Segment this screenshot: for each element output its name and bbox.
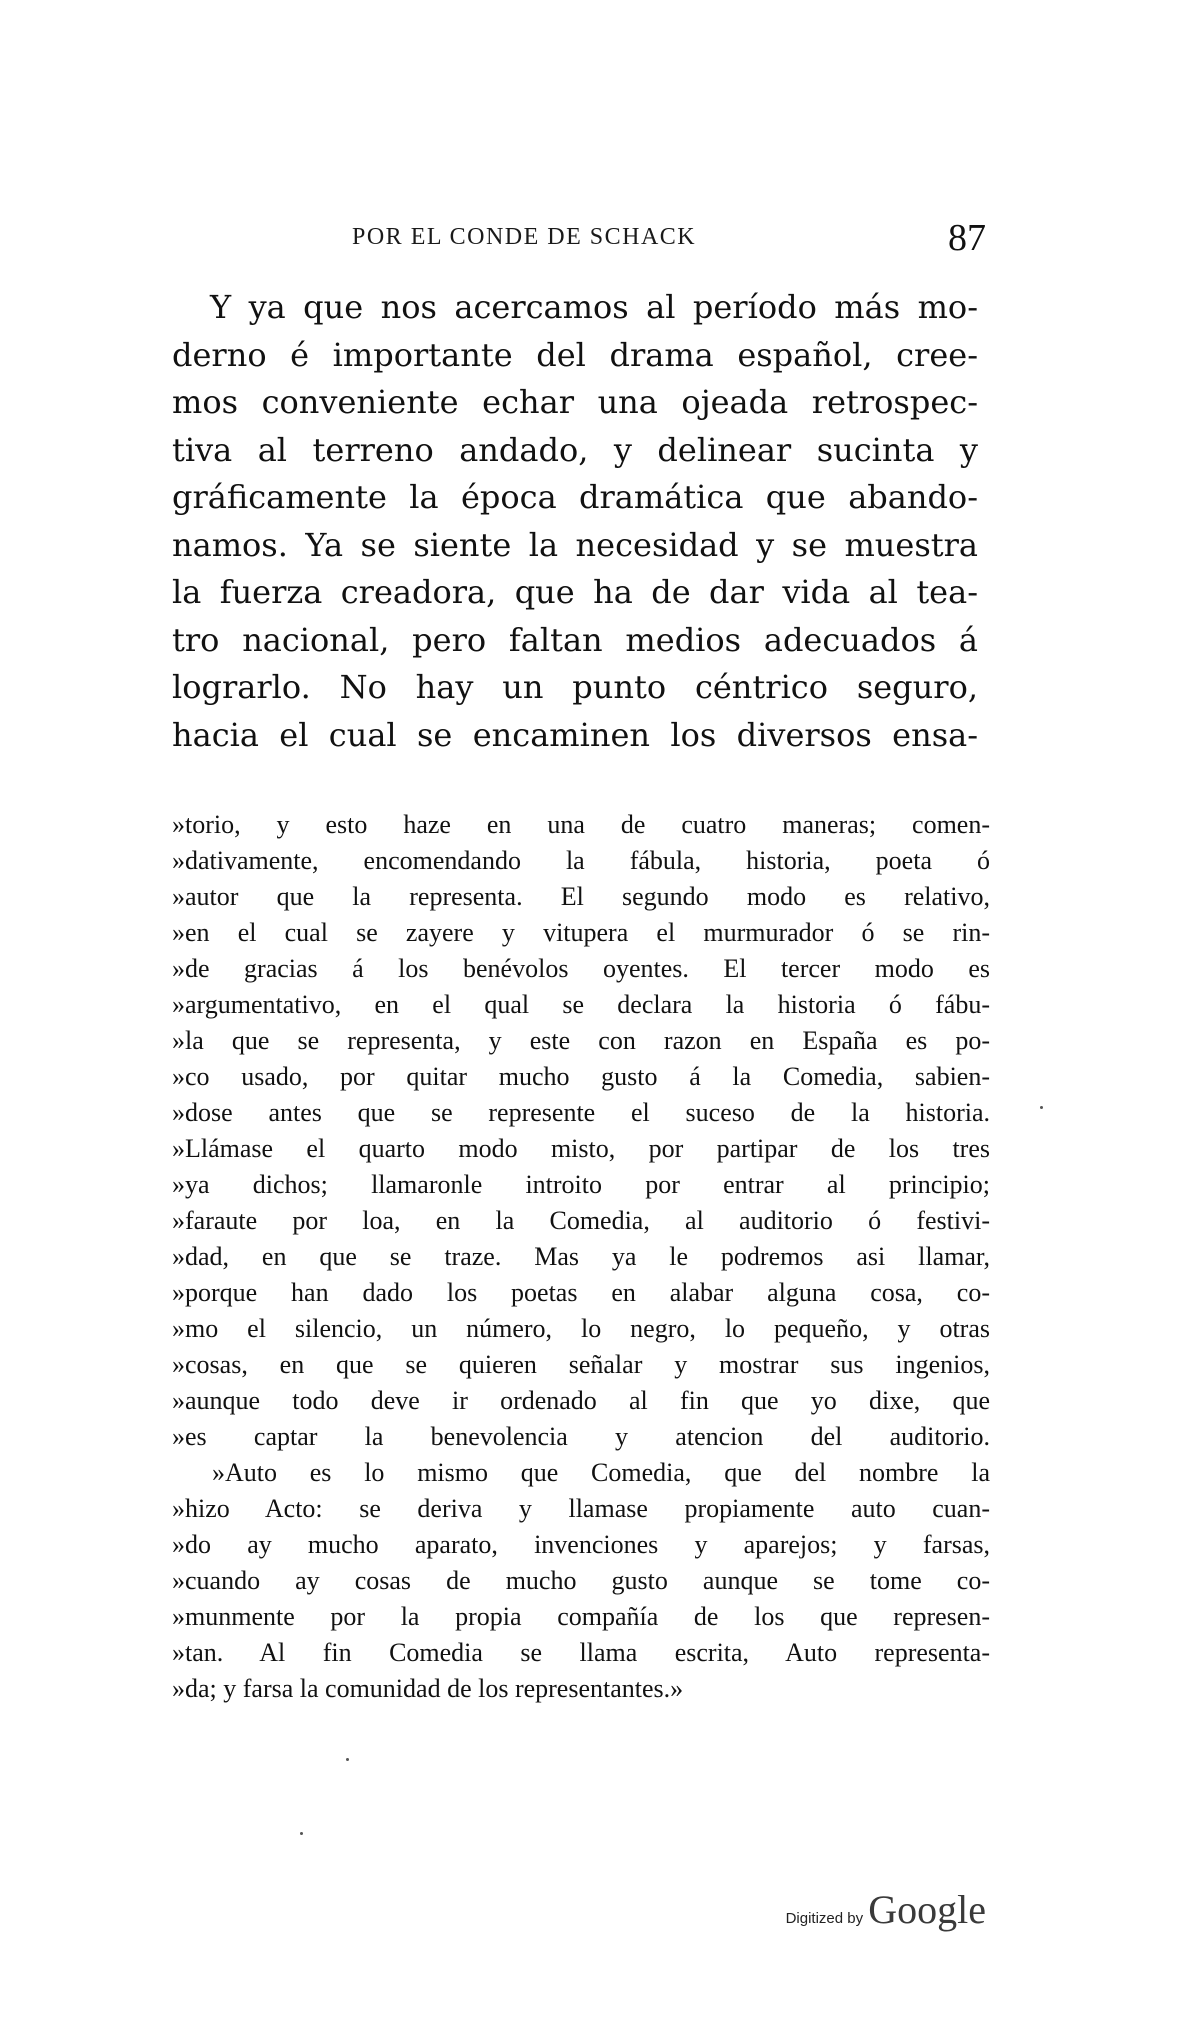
main-text-line: namos. Ya se siente la necesidad y se muestra: [172, 525, 978, 564]
footnote-line: »ya dichos; llamaronle introito por entrar al principio;: [172, 1170, 990, 1199]
footnote-line: »hizo Acto: se deriva y llamase propiamente auto cuan-: [172, 1494, 990, 1523]
main-text-line: tro nacional, pero faltan medios adecuados á: [172, 620, 978, 659]
footnote-line: »co usado, por quitar mucho gusto á la Comedia, sabien-: [172, 1062, 990, 1091]
footnote-line: »Auto es lo mismo que Comedia, que del nombre la: [212, 1458, 990, 1487]
scan-speck: [1040, 1106, 1043, 1109]
footnote-line: »faraute por loa, en la Comedia, al auditorio ó festivi-: [172, 1206, 990, 1235]
footnote-line: »munmente por la propia compañía de los que represen-: [172, 1602, 990, 1631]
page-number: 87: [948, 217, 986, 259]
page-header: [352, 217, 988, 272]
scan-speck: [300, 1832, 303, 1835]
main-text-line: tiva al terreno andado, y delinear sucinta y: [172, 430, 978, 469]
footnote-quotation: [172, 807, 990, 1707]
footnote-line: »autor que la representa. El segundo modo es relativo,: [172, 882, 990, 911]
footnote-line: »Llámase el quarto modo misto, por partipar de los tres: [172, 1134, 990, 1163]
footnote-line: »dose antes que se represente el suceso de la historia.: [172, 1098, 990, 1127]
footnote-line: »cosas, en que se quieren señalar y mostrar sus ingenios,: [172, 1350, 990, 1379]
main-text-line: lograrlo. No hay un punto céntrico seguro,: [172, 668, 978, 706]
running-title: POR EL CONDE DE SCHACK: [352, 224, 697, 250]
footnote-line: »torio, y esto haze en una de cuatro maneras; comen-: [172, 810, 990, 839]
main-text-line: Y ya que nos acercamos al período más mo-: [210, 288, 978, 326]
main-text-line: hacia el cual se encaminen los diversos ensa-: [172, 715, 978, 754]
footnote-line: »aunque todo deve ir ordenado al fin que yo dixe, que: [172, 1386, 990, 1415]
footnote-line: »cuando ay cosas de mucho gusto aunque se tome co-: [172, 1566, 990, 1595]
footnote-line: »dativamente, encomendando la fábula, historia, poeta ó: [172, 846, 990, 875]
footnote-line: »de gracias á los benévolos oyentes. El tercer modo es: [172, 954, 990, 983]
google-logo: Google: [868, 1887, 986, 1932]
footnote-line: »argumentativo, en el qual se declara la historia ó fábu-: [172, 990, 990, 1019]
footnote-line: »porque han dado los poetas en alabar alguna cosa, co-: [172, 1278, 990, 1307]
footnote-line: »la que se representa, y este con razon en España es po-: [172, 1026, 990, 1055]
main-text-line: mos conveniente echar una ojeada retrospec-: [172, 383, 978, 421]
footnote-line: »mo el silencio, un número, lo negro, lo pequeño, y otras: [172, 1314, 990, 1343]
main-paragraph: [172, 284, 978, 759]
main-text-line: la fuerza creadora, que ha de dar vida al tea-: [172, 573, 978, 611]
main-text-line: derno é importante del drama español, cree-: [172, 335, 978, 374]
footnote-line: »en el cual se zayere y vitupera el murmurador ó se rin-: [172, 918, 990, 947]
main-text-line: gráficamente la época dramática que abando-: [172, 478, 978, 516]
watermark-prefix: Digitized by: [785, 1910, 864, 1927]
footnote-line: »dad, en que se traze. Mas ya le podremos asi llamar,: [172, 1242, 990, 1271]
footnote-line: »da; y farsa la comunidad de los representantes.»: [172, 1674, 684, 1703]
scan-speck: [346, 1758, 349, 1761]
footnote-line: »tan. Al fin Comedia se llama escrita, Auto representa-: [172, 1638, 990, 1667]
footnote-line: »es captar la benevolencia y atencion del auditorio.: [172, 1422, 990, 1451]
digitized-watermark: [786, 1886, 986, 1933]
footnote-line: »do ay mucho aparato, invenciones y aparejos; y farsas,: [172, 1530, 990, 1559]
